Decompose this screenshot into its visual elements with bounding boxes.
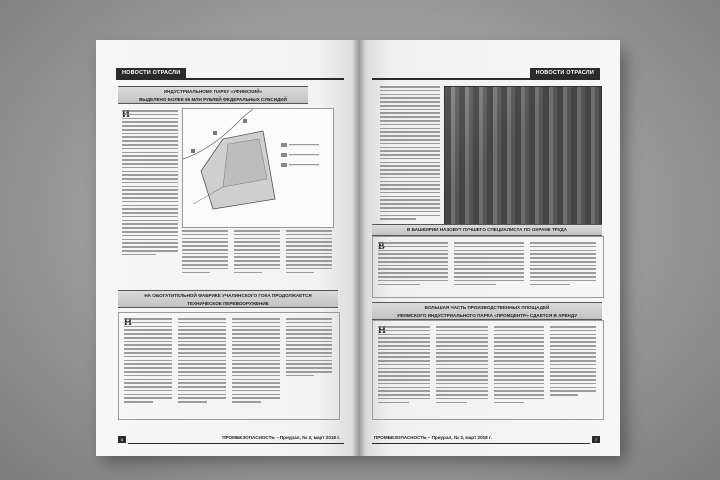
article-headline [118,290,338,308]
factory-photo [444,86,602,228]
article-text-column [124,318,172,405]
left-page [96,40,358,456]
magazine-spine [352,40,366,456]
article-headline [372,224,602,236]
article-text-column [286,230,332,275]
article-text-column [378,242,448,287]
article-text-column [378,326,430,405]
article-text-column [234,230,280,275]
article-text-column [494,326,544,405]
section-label: НОВОСТИ ОТРАСЛИ [530,68,600,78]
site-plan-map [182,108,334,228]
site-plan-drawing [183,109,333,227]
article-text-column [550,326,596,398]
page-footer: ПРОМБЕЗОПАСНОСТЬ – Приурал, № 3, март 2018 г. [374,435,492,440]
article-text-column [122,110,178,257]
article-text-column [178,318,226,405]
article-text-column [530,242,596,287]
article-text-column [286,318,332,379]
article-headline [118,86,308,104]
headline-line: БОЛЬШАЯ ЧАСТЬ ПРОИЗВОДСТВЕННЫХ ПЛОЩАДЕЙ [424,305,550,310]
article-text-column [182,230,228,275]
article-text-column [436,326,488,405]
page-number: 6 [118,436,126,443]
headline-line: ТЕХНИЧЕСКОЕ ПЕРЕВООРУЖЕНИЕ [187,301,269,306]
footer-rule [128,443,344,445]
article-text-column [454,242,524,287]
headline-line: ВЫДЕЛЕНО БОЛЕЕ 66 МЛН РУБЛЕЙ ФЕДЕРАЛЬНЫХ СУБСИДИЙ [139,97,287,102]
headline-line: В БАШКИРИИ НАЗОВУТ ЛУЧШЕГО СПЕЦИАЛИСТА ПО ОХРАНЕ ТРУДА [406,227,568,232]
article-text-column [232,318,280,405]
headline-line: УФИМСКОГО ИНДУСТРИАЛЬНОГО ПАРКА «ПРОМЦЕНТР» СДАЕТСЯ В АРЕНДУ [396,313,578,318]
header-rule [116,78,344,80]
headline-line: ИНДУСТРИАЛЬНОМУ ПАРКУ «УФИМСКИЙ» [163,89,263,94]
article-headline [372,302,602,320]
section-label: НОВОСТИ ОТРАСЛИ [116,68,186,78]
article-text-column [380,86,440,222]
right-page [358,40,620,456]
footer-rule [372,443,590,445]
header-rule [372,78,600,80]
page-footer: ПРОМБЕЗОПАСНОСТЬ – Приурал, № 3, март 2018 г. [222,435,340,440]
headline-line: НА ОБОГАТИТЕЛЬНОЙ ФАБРИКЕ УЧАЛИНСКОГО ГОКА ПРОДОЛЖАЕТСЯ [144,293,312,298]
page-number: 7 [592,436,600,443]
